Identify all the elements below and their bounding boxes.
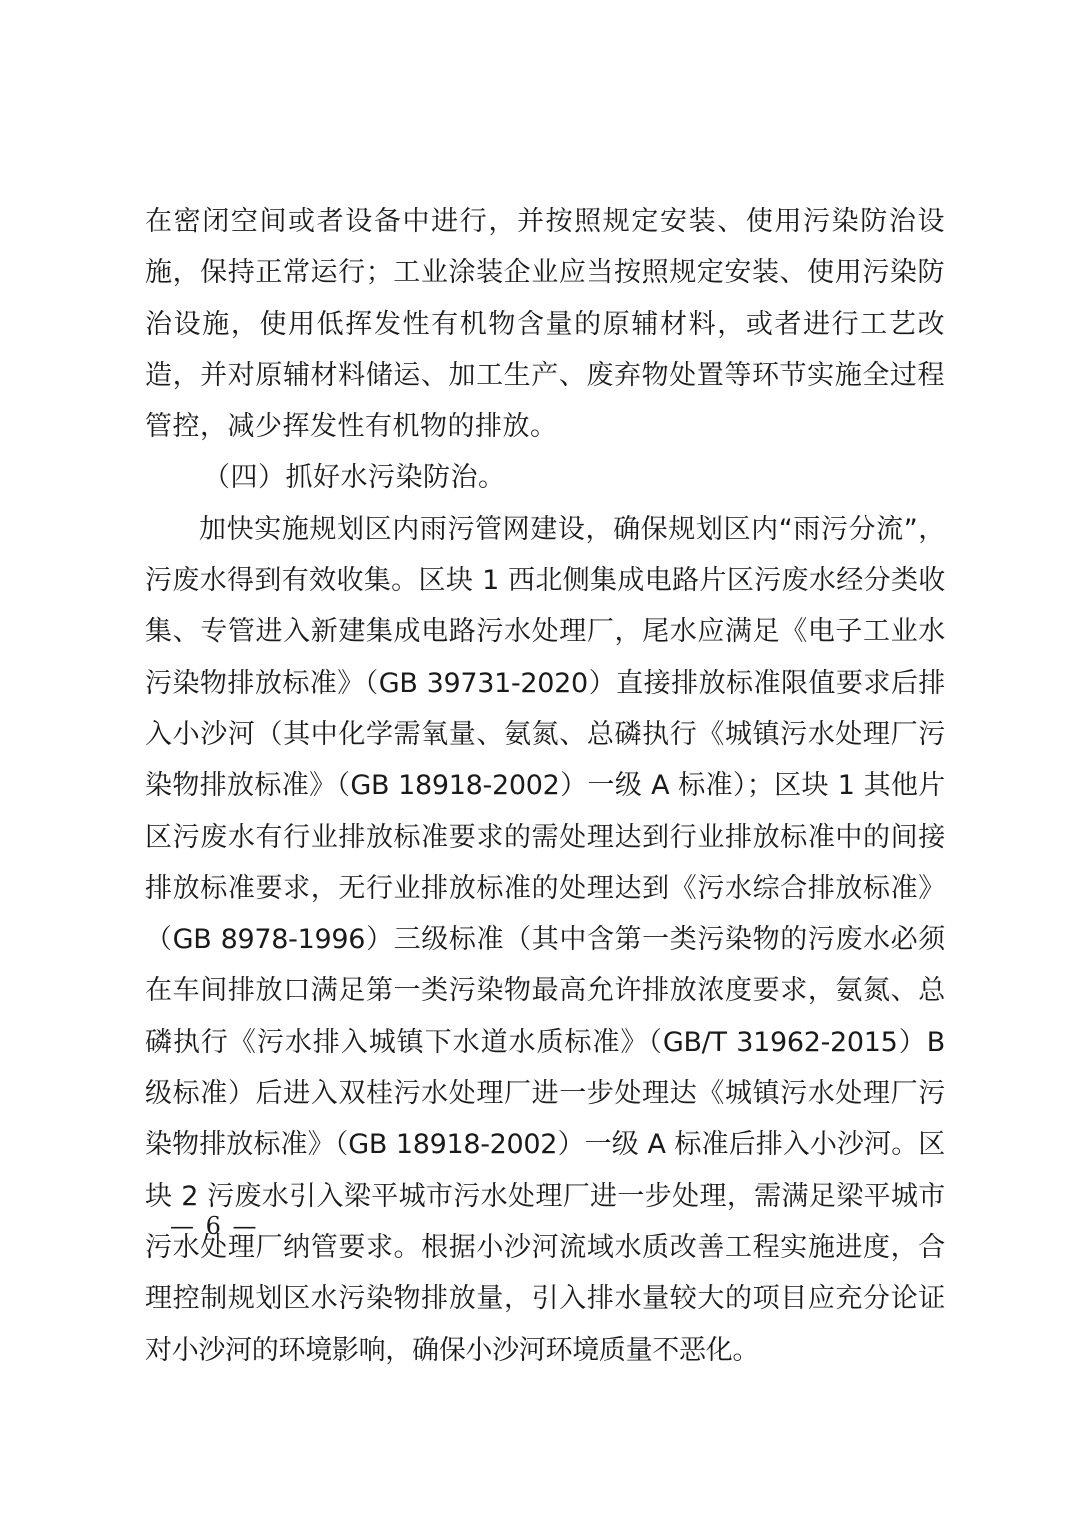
body-paragraph: 加快实施规划区内雨污管网建设，确保规划区内“雨污分流”，污废水得到有效收集。区块 1 西北侧集成电路片区污废水经分类收集、专管进入新建集成电路污水处理厂，尾水应满足《电子工业水污染物排放标准》（GB 39731-2020）直接排放标准限值要求后排入小沙河（其中化学需氧量、氨氮、总磷执行《城镇污水处理厂污染物排放标准》（GB 18918-2002）一级 A 标准）；区块 1 其他片区污废水有行业排放标准要求的需处理达到行业排放标准中的间接排放标准要求，无行业排放标准的处理达到《污水综合排放标准》（GB 8978-1996）三级标准（其中含第一类污染物的污废水必须在车间排放口满足第一类污染物最高允许排放浓度要求，氨氮、总磷执行《污水排入城镇下水道水质标准》（GB/T 31962-2015）B 级标准）后进入双桂污水处理厂进一步处理达《城镇污水处理厂污染物排放标准》（GB 18918-2002）一级 A 标准后排入小沙河。区块 2 污废水引入梁平城市污水处理厂进一步处理，需满足梁平城市污水处理厂纳管要求。根据小沙河流域水质改善工程实施进度，合理控制规划区水污染物排放量，引入排水量较大的项目应充分论证对小沙河的环境影响，确保小沙河环境质量不恶化。 bbox=[145, 513, 945, 1366]
page-number: — 6 — bbox=[170, 1212, 259, 1240]
document-page bbox=[145, 196, 945, 1376]
section-heading: （四）抓好水污染防治。 bbox=[203, 462, 506, 494]
continued-paragraph: 在密闭空间或者设备中进行，并按照规定安装、使用污染防治设施，保持正常运行；工业涂装企业应当按照规定安装、使用污染防治设施，使用低挥发性有机物含量的原辅材料，或者进行工艺改造，并对原辅材料储运、加工生产、废弃物处置等环节实施全过程管控，减少挥发性有机物的排放。 bbox=[145, 206, 945, 443]
